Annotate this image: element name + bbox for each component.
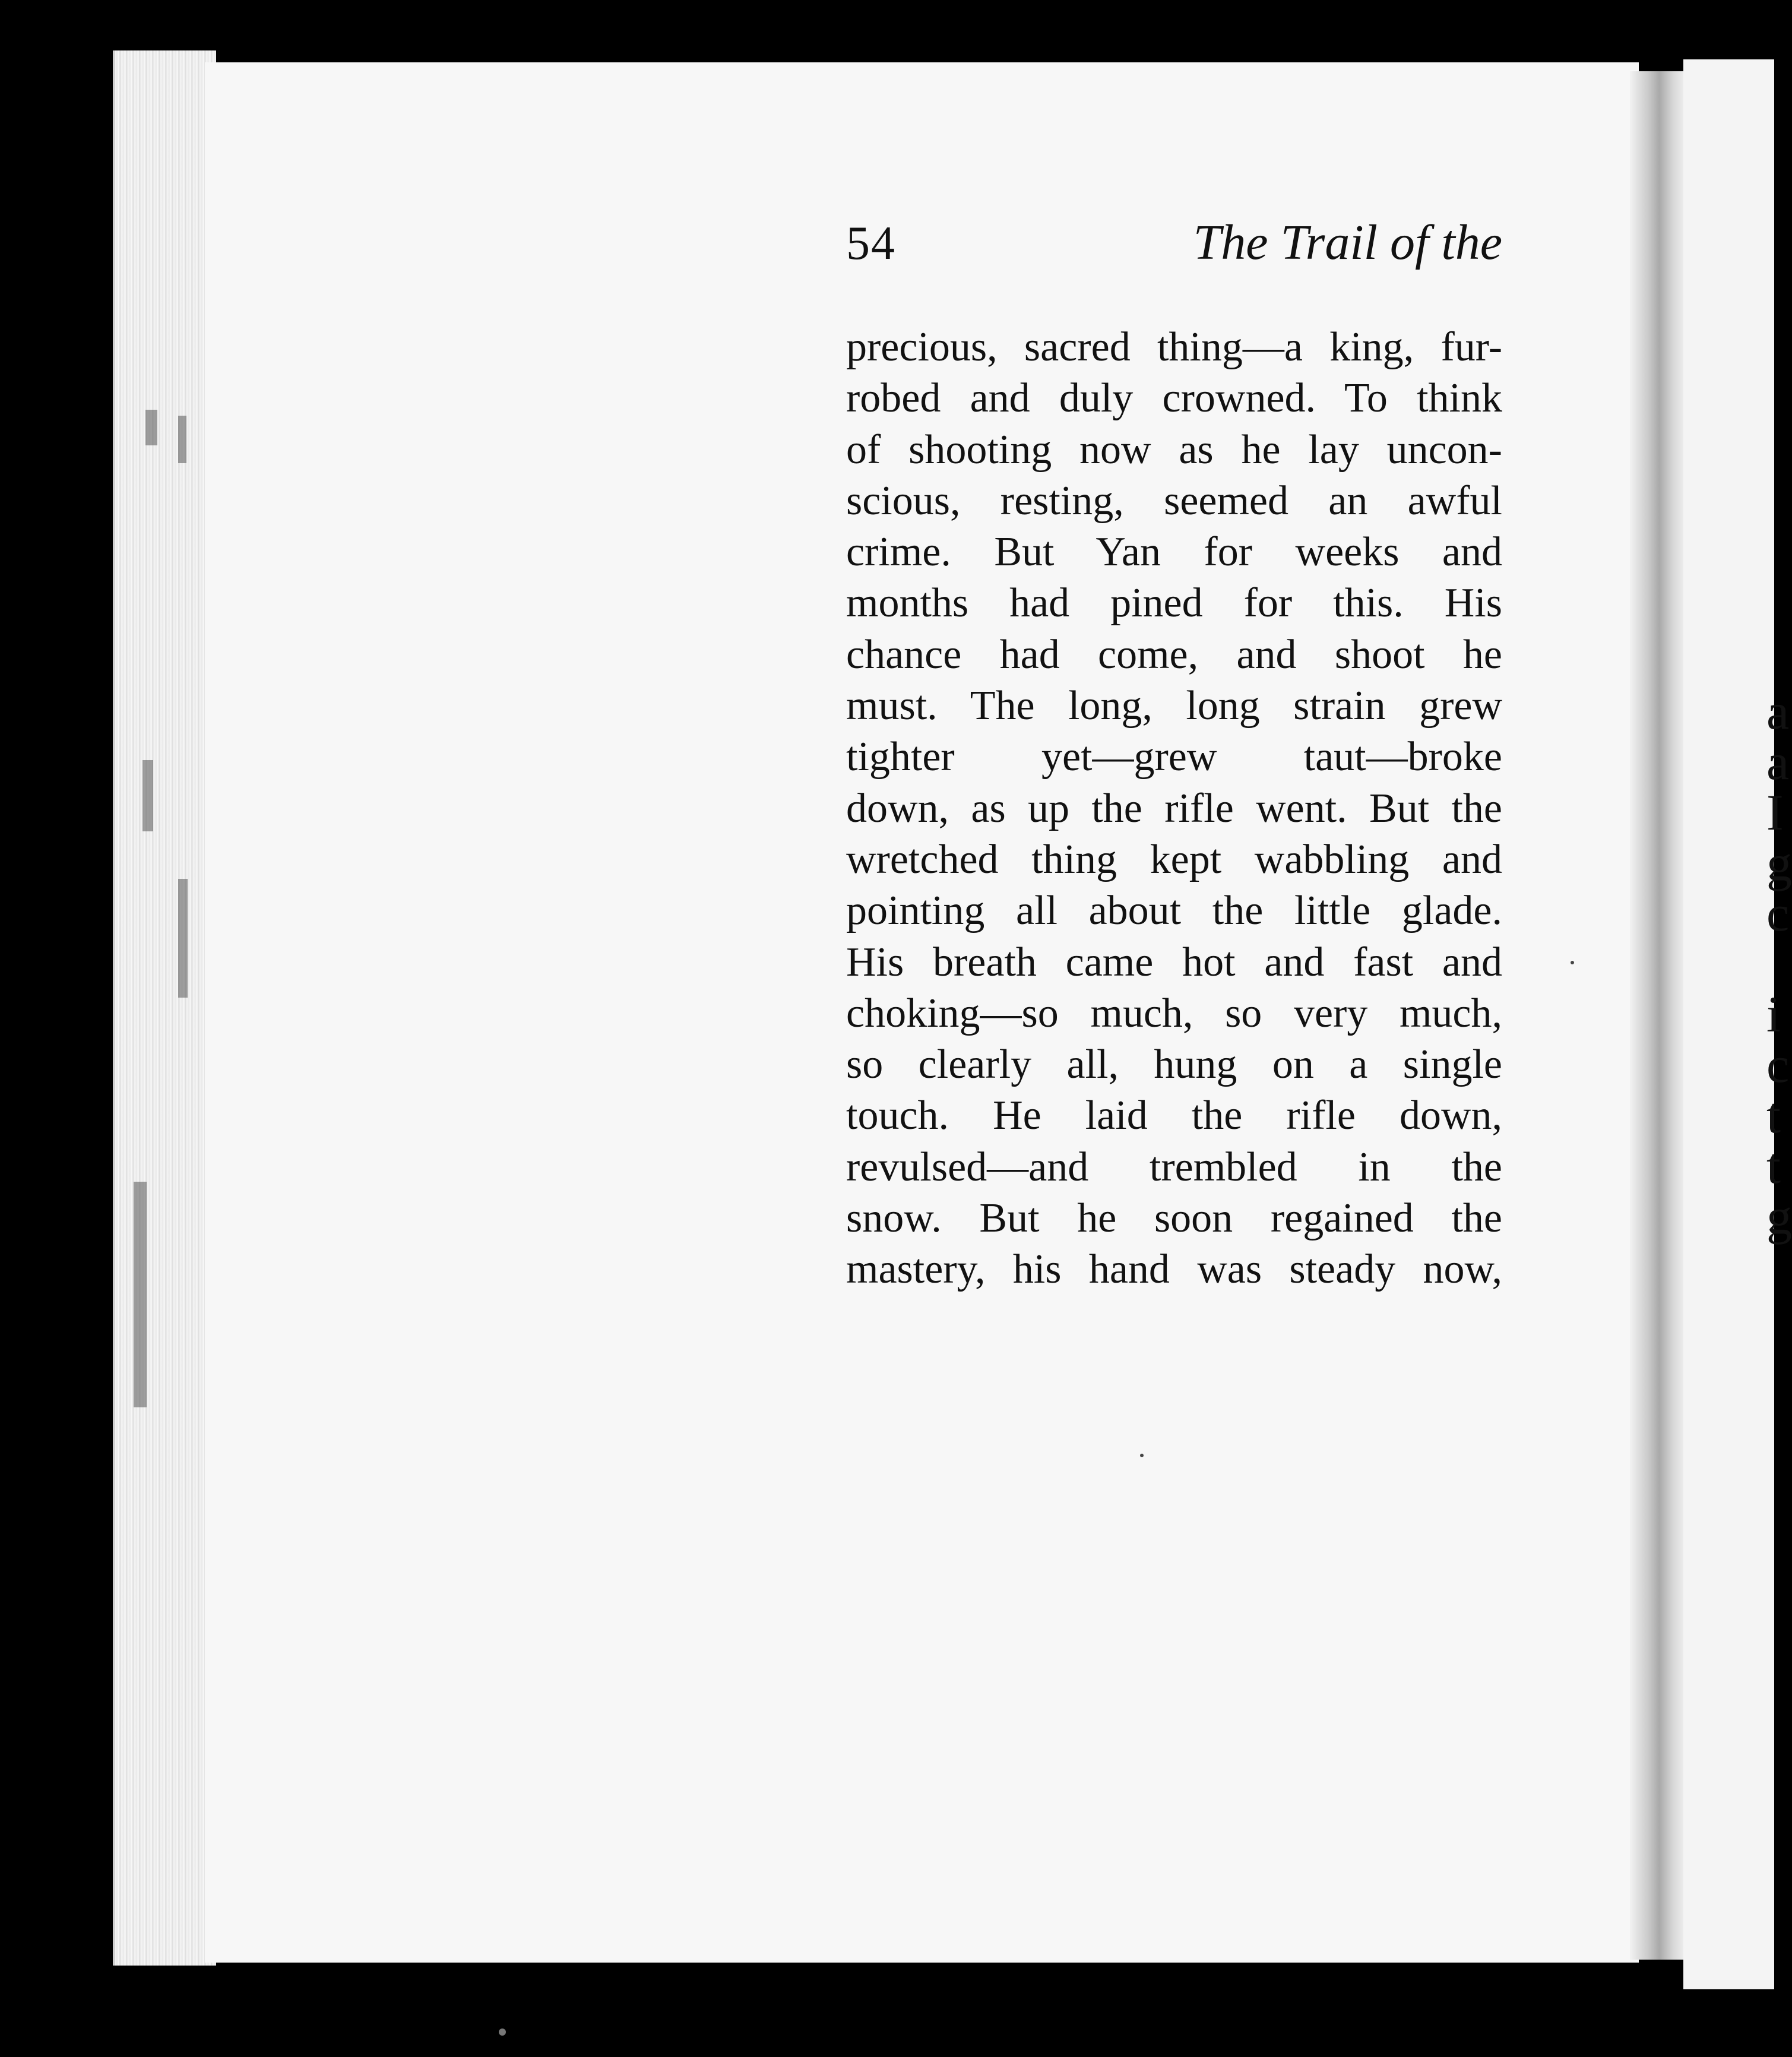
edge-mark xyxy=(178,879,188,998)
text-line: crime. But Yan for weeks and xyxy=(846,529,1502,575)
facing-page-fragment: c xyxy=(1766,885,1790,942)
text-line: mastery, his hand was steady now, xyxy=(846,1246,1502,1293)
facing-page-fragment: i xyxy=(1766,986,1781,1043)
text-line: chance had come, and shoot he xyxy=(846,631,1502,678)
book-page-edges xyxy=(113,50,216,1966)
edge-mark xyxy=(145,410,157,445)
running-title: The Trail of the xyxy=(1193,215,1502,270)
facing-page-fragment: a xyxy=(1766,733,1790,790)
facing-page-fragment: c xyxy=(1766,1036,1790,1093)
text-line: revulsed—and trembled in the xyxy=(846,1144,1502,1190)
dust-speck xyxy=(1571,961,1574,964)
text-line: scious, resting, seemed an awful xyxy=(846,477,1502,524)
text-line: tighter yet—grew taut—broke xyxy=(846,734,1502,780)
facing-page-sliver xyxy=(1683,59,1774,1989)
edge-mark xyxy=(143,760,153,831)
text-line: pointing all about the little glade. xyxy=(846,888,1502,934)
text-line: wretched thing kept wabbling and xyxy=(846,836,1502,882)
facing-page-fragment: a xyxy=(1766,683,1790,740)
running-head xyxy=(846,214,1502,285)
text-line: His breath came hot and fast and xyxy=(846,939,1502,985)
facing-page-fragment: g xyxy=(1766,1188,1792,1245)
text-line: touch. He laid the rifle down, xyxy=(846,1093,1502,1139)
page-number: 54 xyxy=(846,217,896,270)
body-text xyxy=(846,322,1502,1296)
text-line: must. The long, long strain grew xyxy=(846,683,1502,729)
text-line: snow. But he soon regained the xyxy=(846,1195,1502,1242)
text-line: of shooting now as he lay uncon- xyxy=(846,426,1502,473)
text-line: months had pined for this. His xyxy=(846,580,1502,626)
facing-page-fragment: t xyxy=(1766,1137,1781,1194)
text-line: robed and duly crowned. To think xyxy=(846,375,1502,422)
edge-mark xyxy=(134,1182,147,1407)
text-line: precious, sacred thing—a king, fur- xyxy=(846,324,1502,370)
dust-speck xyxy=(499,2028,506,2036)
dust-speck xyxy=(1140,1454,1144,1457)
edge-mark xyxy=(178,416,186,463)
page-gutter xyxy=(1630,71,1683,1960)
facing-page-fragment: t xyxy=(1766,1087,1781,1144)
text-line: choking—so much, so very much, xyxy=(846,990,1502,1036)
text-line: down, as up the rifle went. But the xyxy=(846,785,1502,831)
facing-page-fragment: g xyxy=(1766,834,1792,891)
text-line: so clearly all, hung on a single xyxy=(846,1042,1502,1088)
facing-page-fragment: I xyxy=(1766,784,1784,841)
